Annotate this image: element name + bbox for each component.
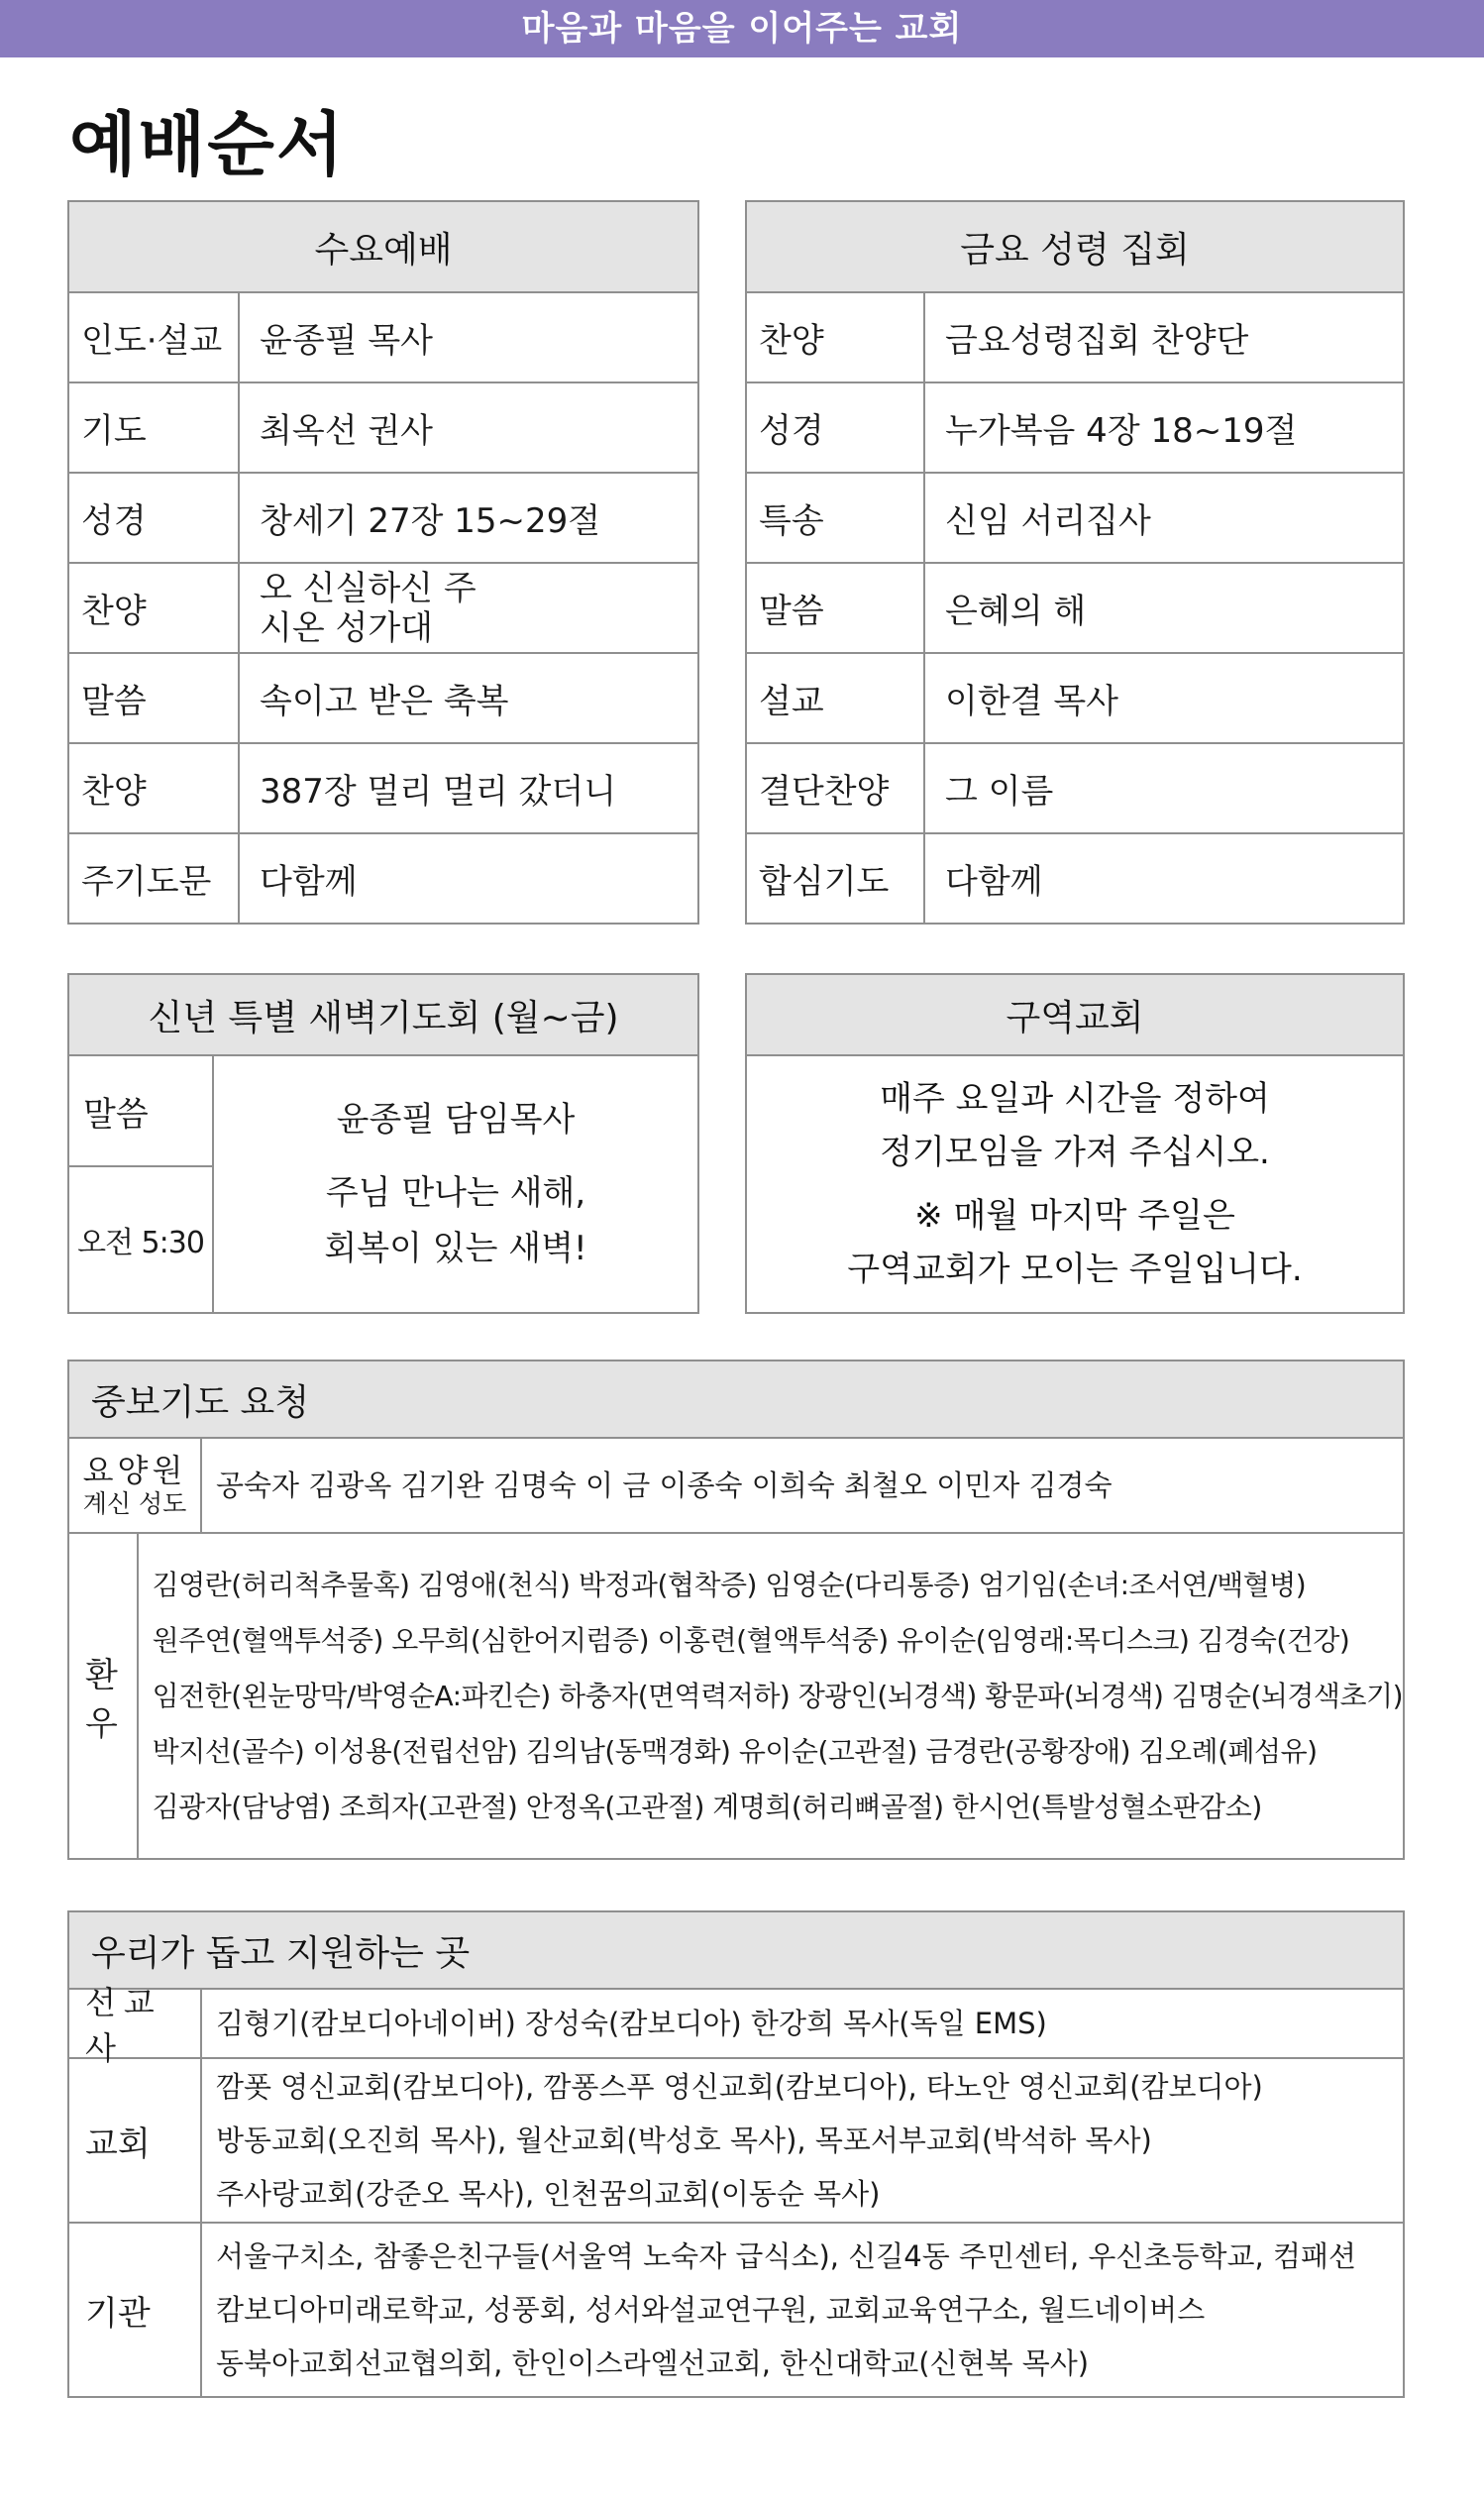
dawn-speaker: 윤종필 담임목사 bbox=[336, 1100, 576, 1140]
row-label: 결단찬양 bbox=[747, 743, 924, 833]
patients-label bbox=[69, 1534, 139, 1858]
row-label: 찬양 bbox=[747, 293, 924, 382]
row-value: 이한결 목사 bbox=[924, 653, 1403, 743]
patients-label-text: 환우 bbox=[85, 1655, 118, 1744]
dawn-label-word-text: 말씀 bbox=[83, 1094, 149, 1135]
nursing-home-names-text: 공숙자 김광옥 김기완 김명숙 이 금 이종숙 이희숙 최철오 이민자 김경숙 bbox=[216, 1469, 1113, 1502]
organization-label-text: 기관 bbox=[85, 2293, 151, 2334]
nursing-home-row bbox=[69, 1439, 1403, 1532]
row-value: 최옥선 권사 bbox=[239, 382, 697, 473]
list-item: 동북아교회선교협의회, 한인이스라엘선교회, 한신대학교(신현복 목사) bbox=[216, 2346, 1090, 2380]
district-church-title: 구역교회 bbox=[747, 975, 1403, 1056]
header-banner: 마음과 마음을 이어주는 교회 bbox=[0, 0, 1484, 57]
row-label: 말씀 bbox=[69, 653, 239, 743]
table-row bbox=[69, 563, 697, 653]
missionary-label bbox=[69, 1984, 202, 2067]
prayer-request-box bbox=[67, 1360, 1405, 1860]
district-line1: 매주 요일과 시간을 정하여 bbox=[880, 1079, 1270, 1119]
list-item: 서울구치소, 참좋은친구들(서울역 노숙자 급식소), 신길4동 주민센터, 우신초등학교, 컴패션 bbox=[216, 2239, 1356, 2273]
table-row bbox=[747, 473, 1403, 563]
dawn-label-time: 오전 5:30 bbox=[77, 1226, 204, 1260]
dawn-prayer-box bbox=[67, 973, 699, 1314]
row-label: 기도 bbox=[69, 382, 239, 473]
list-item: 캄보디아미래로학교, 성풍회, 성서와설교연구원, 교회교육연구소, 월드네이버스 bbox=[216, 2293, 1206, 2327]
row-label: 인도·설교 bbox=[69, 293, 239, 382]
list-item: 원주연(혈액투석중) 오무희(심한어지럼증) 이홍련(혈액투석중) 유이순(임영래:목디스크) 김경숙(건강) bbox=[152, 1623, 1350, 1657]
list-item: 김영란(허리척추물혹) 김영애(천식) 박정과(협착증) 임영순(다리통증) 엄기임(손녀:조서연/백혈병) bbox=[152, 1568, 1307, 1601]
table-row bbox=[69, 653, 697, 743]
nursing-home-label-main: 요양원 bbox=[82, 1452, 187, 1489]
church-list bbox=[202, 2059, 1403, 2222]
nursing-home-names bbox=[202, 1439, 1403, 1532]
row-label: 말씀 bbox=[747, 563, 924, 653]
missionary-list bbox=[202, 1990, 1403, 2057]
list-item: 임전한(왼눈망막/박영순A:파킨슨) 하충자(면역력저하) 장광인(뇌경색) 황문파(뇌경색) 김명순(뇌경색초기) bbox=[152, 1679, 1403, 1712]
table-row bbox=[747, 563, 1403, 653]
wednesday-service-table bbox=[69, 293, 697, 923]
row-value: 윤종필 목사 bbox=[260, 321, 434, 361]
list-item: 방동교회(오진희 목사), 월산교회(박성호 목사), 목포서부교회(박석하 목사) bbox=[216, 2124, 1152, 2157]
support-box bbox=[67, 1910, 1405, 2398]
row-value: 다함께 bbox=[924, 833, 1403, 923]
row-label: 특송 bbox=[747, 473, 924, 563]
row-value: 금요성령집회 찬양단 bbox=[945, 321, 1249, 361]
row-value-line1: 오 신실하신 주 bbox=[260, 568, 477, 608]
table-row bbox=[747, 653, 1403, 743]
wednesday-service-title: 수요예배 bbox=[69, 202, 697, 293]
district-line4: 구역교회가 모이는 주일입니다. bbox=[847, 1250, 1303, 1289]
prayer-request-title: 중보기도 요청 bbox=[69, 1361, 1403, 1439]
table-row bbox=[747, 293, 1403, 382]
table-row bbox=[69, 473, 697, 563]
dawn-label-word bbox=[69, 1056, 212, 1167]
table-row bbox=[747, 743, 1403, 833]
table-row bbox=[747, 382, 1403, 473]
row-value: 은혜의 해 bbox=[924, 563, 1403, 653]
support-title: 우리가 돕고 지원하는 곳 bbox=[69, 1912, 1403, 1990]
church-label bbox=[69, 2059, 202, 2222]
church-label-text: 교회 bbox=[85, 2124, 151, 2164]
organization-list bbox=[202, 2224, 1403, 2396]
district-line2: 정기모임을 가져 주십시오. bbox=[880, 1133, 1270, 1172]
row-value: 다함께 bbox=[239, 833, 697, 923]
row-label: 주기도문 bbox=[69, 833, 239, 923]
district-church-box bbox=[745, 973, 1405, 1314]
patients-list bbox=[139, 1534, 1403, 1858]
organization-row bbox=[69, 2222, 1403, 2396]
table-row bbox=[69, 743, 697, 833]
row-label: 성경 bbox=[69, 473, 239, 563]
friday-service-title: 금요 성령 집회 bbox=[747, 202, 1403, 293]
table-row bbox=[69, 833, 697, 923]
row-value: 누가복음 4장 18~19절 bbox=[924, 382, 1403, 473]
row-value: 속이고 받은 축복 bbox=[239, 653, 697, 743]
patients-row bbox=[69, 1532, 1403, 1858]
district-line3: ※ 매월 마지막 주일은 bbox=[914, 1196, 1235, 1236]
list-item: 김광자(담낭염) 조희자(고관절) 안정옥(고관절) 계명희(허리뼈골절) 한시언(특발성혈소판감소) bbox=[152, 1790, 1262, 1823]
row-label: 찬양 bbox=[69, 743, 239, 833]
row-value: 창세기 27장 15~29절 bbox=[239, 473, 697, 563]
row-value: 387장 멀리 멀리 갔더니 bbox=[239, 743, 697, 833]
list-item: 깜폿 영신교회(캄보디아), 깜퐁스푸 영신교회(캄보디아), 타노안 영신교회(캄보디아) bbox=[216, 2070, 1263, 2104]
row-label: 찬양 bbox=[69, 563, 239, 653]
dawn-theme-line1: 주님 만나는 새해, bbox=[325, 1173, 586, 1213]
row-value: 그 이름 bbox=[924, 743, 1403, 833]
friday-service-box bbox=[745, 200, 1405, 925]
dawn-prayer-title: 신년 특별 새벽기도회 (월~금) bbox=[69, 975, 697, 1056]
table-row bbox=[69, 293, 697, 382]
row-label: 성경 bbox=[747, 382, 924, 473]
nursing-home-label bbox=[69, 1439, 202, 1532]
row-value bbox=[239, 563, 697, 653]
row-value: 신임 서리집사 bbox=[924, 473, 1403, 563]
row-value-line2: 시온 성가대 bbox=[260, 607, 434, 648]
wednesday-service-box bbox=[67, 200, 699, 925]
list-item: 박지선(골수) 이성용(전립선암) 김의남(동맥경화) 유이순(고관절) 금경란(공황장애) 김오례(폐섬유) bbox=[152, 1734, 1318, 1768]
missionary-text: 김형기(캄보디아네이버) 장성숙(캄보디아) 한강희 목사(독일 EMS) bbox=[216, 2007, 1047, 2040]
table-row bbox=[69, 382, 697, 473]
dawn-theme-line2: 회복이 있는 새벽! bbox=[324, 1229, 587, 1268]
organization-label bbox=[69, 2224, 202, 2396]
friday-service-table bbox=[747, 293, 1403, 923]
missionary-label-text: 선교사 bbox=[85, 1984, 162, 2067]
church-row bbox=[69, 2057, 1403, 2222]
page-title: 예배순서 bbox=[69, 104, 346, 185]
missionary-row bbox=[69, 1984, 1403, 2067]
nursing-home-label-sub: 계신 성도 bbox=[82, 1489, 187, 1518]
row-label: 설교 bbox=[747, 653, 924, 743]
table-row bbox=[747, 833, 1403, 923]
list-item: 주사랑교회(강준오 목사), 인천꿈의교회(이동순 목사) bbox=[216, 2177, 881, 2211]
row-label: 합심기도 bbox=[747, 833, 924, 923]
